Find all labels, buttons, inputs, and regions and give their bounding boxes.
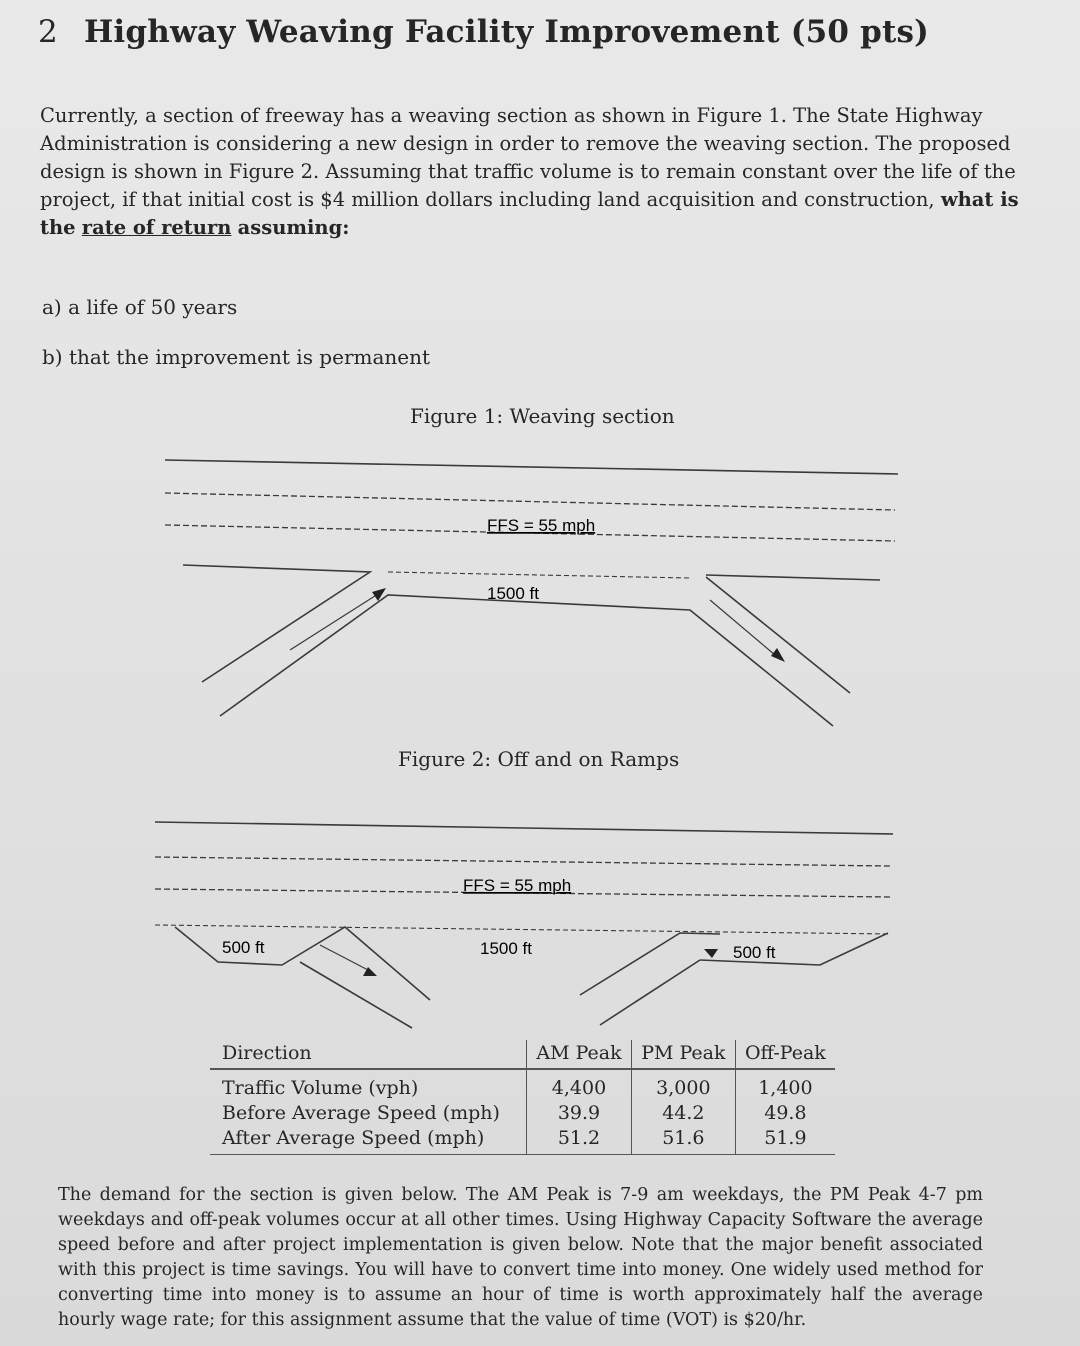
row-label: After Average Speed (mph) [210,1126,527,1155]
intro-text: Currently, a section of freeway has a weaving section as shown in Figure 1. The State Highway Administration is considering a new design in order to remove the weaving section. The proposed design is shown in Figure 2. Assuming that traffic volume is to remain constant over the life of the project, if that initial cost is $4 million dollars including land acquisition and construction, [40,104,1016,211]
table-header-row [210,1040,835,1069]
figure-2-diagram [155,822,893,1028]
part-b-text: that the improvement is permanent [68,345,431,369]
fig1-outer-edge-left [183,565,370,682]
cell-off: 51.9 [735,1126,835,1155]
header-direction: Direction [210,1040,527,1069]
fig1-freeway-top-edge [165,460,898,474]
part-a-text: a life of 50 years [68,295,238,319]
part-b-marker: b) [42,345,63,369]
table-row [210,1126,835,1155]
fig1-auxiliary-lane-divider [388,572,690,578]
fig2-lane-divider-1 [155,857,890,866]
fig1-offramp-arrow-head [771,648,785,662]
fig1-offramp-outer [706,577,850,693]
cell-pm: 44.2 [631,1101,735,1126]
fig2-ffs-label: FFS = 55 mph [463,876,572,895]
fig1-length-label: 1500 ft [487,584,539,603]
cell-pm: 51.6 [631,1126,735,1155]
table-row [210,1101,835,1126]
fig2-middle-length-label: 1500 ft [480,939,532,958]
cell-pm: 3,000 [631,1069,735,1101]
header-off-peak: Off-Peak [735,1040,835,1069]
cell-off: 49.8 [735,1101,835,1126]
intro-the: the [40,216,76,239]
cell-am: 4,400 [527,1069,632,1101]
cell-am: 51.2 [527,1126,632,1155]
fig2-right-length-label: 500 ft [733,943,776,962]
fig1-offramp-arrow-line [710,600,775,655]
fig2-offramp-arrow-line [320,945,368,970]
figure-2-caption: Figure 2: Off and on Ramps [398,747,680,771]
fig1-lane-divider-1 [165,493,895,510]
fig1-onramp-arrow-line [290,594,378,650]
cell-am: 39.9 [527,1101,632,1126]
fig1-onramp-arrow-head [372,588,386,601]
figure-1-caption: Figure 1: Weaving section [410,404,675,428]
fig2-onramp-arrow-head [704,949,718,958]
part-a-marker: a) [42,295,62,319]
fig2-onramp-outer [580,933,720,995]
header-pm-peak: PM Peak [631,1040,735,1069]
fig2-ramp-gore-divider [155,925,890,934]
fig2-offramp-inner [300,962,412,1028]
fig2-right-gore [700,933,888,965]
section-number: 2 [38,14,58,50]
fig2-freeway-top-edge [155,822,893,834]
fig1-outer-edge-right [706,575,880,580]
speed-volume-table [210,1040,835,1155]
demand-description: The demand for the section is given below. The AM Peak is 7-9 am weekdays, the PM Peak 4-7 pm weekdays and off-peak volumes occur at all other times. Using Highway Capacity Software the average speed before and after project implementation is given below. Note that the major benefit associated with this project is time savings. You will have to convert time into money. One widely used method for converting time into money is to assume an hour of time is worth approximately half the average hourly wage rate; for this assignment assume that the value of time (VOT) is $20/hr. [58,1185,983,1330]
row-label: Traffic Volume (vph) [222,1077,419,1099]
cell-off: 1,400 [735,1069,835,1101]
header-am-peak: AM Peak [527,1040,632,1069]
section-title: Highway Weaving Facility Improvement (50 pts) [83,14,930,50]
fig1-inner-edge [220,595,833,726]
fig2-left-length-label: 500 ft [222,938,265,957]
intro-what-is: what is [940,188,1019,211]
table-row [210,1069,835,1101]
row-label: Before Average Speed (mph) [222,1102,500,1124]
intro-rate-of-return: rate of return [81,216,232,239]
intro-assuming: assuming: [237,216,350,239]
fig1-ffs-label: FFS = 55 mph [487,516,596,535]
fig2-onramp-inner [600,960,700,1025]
